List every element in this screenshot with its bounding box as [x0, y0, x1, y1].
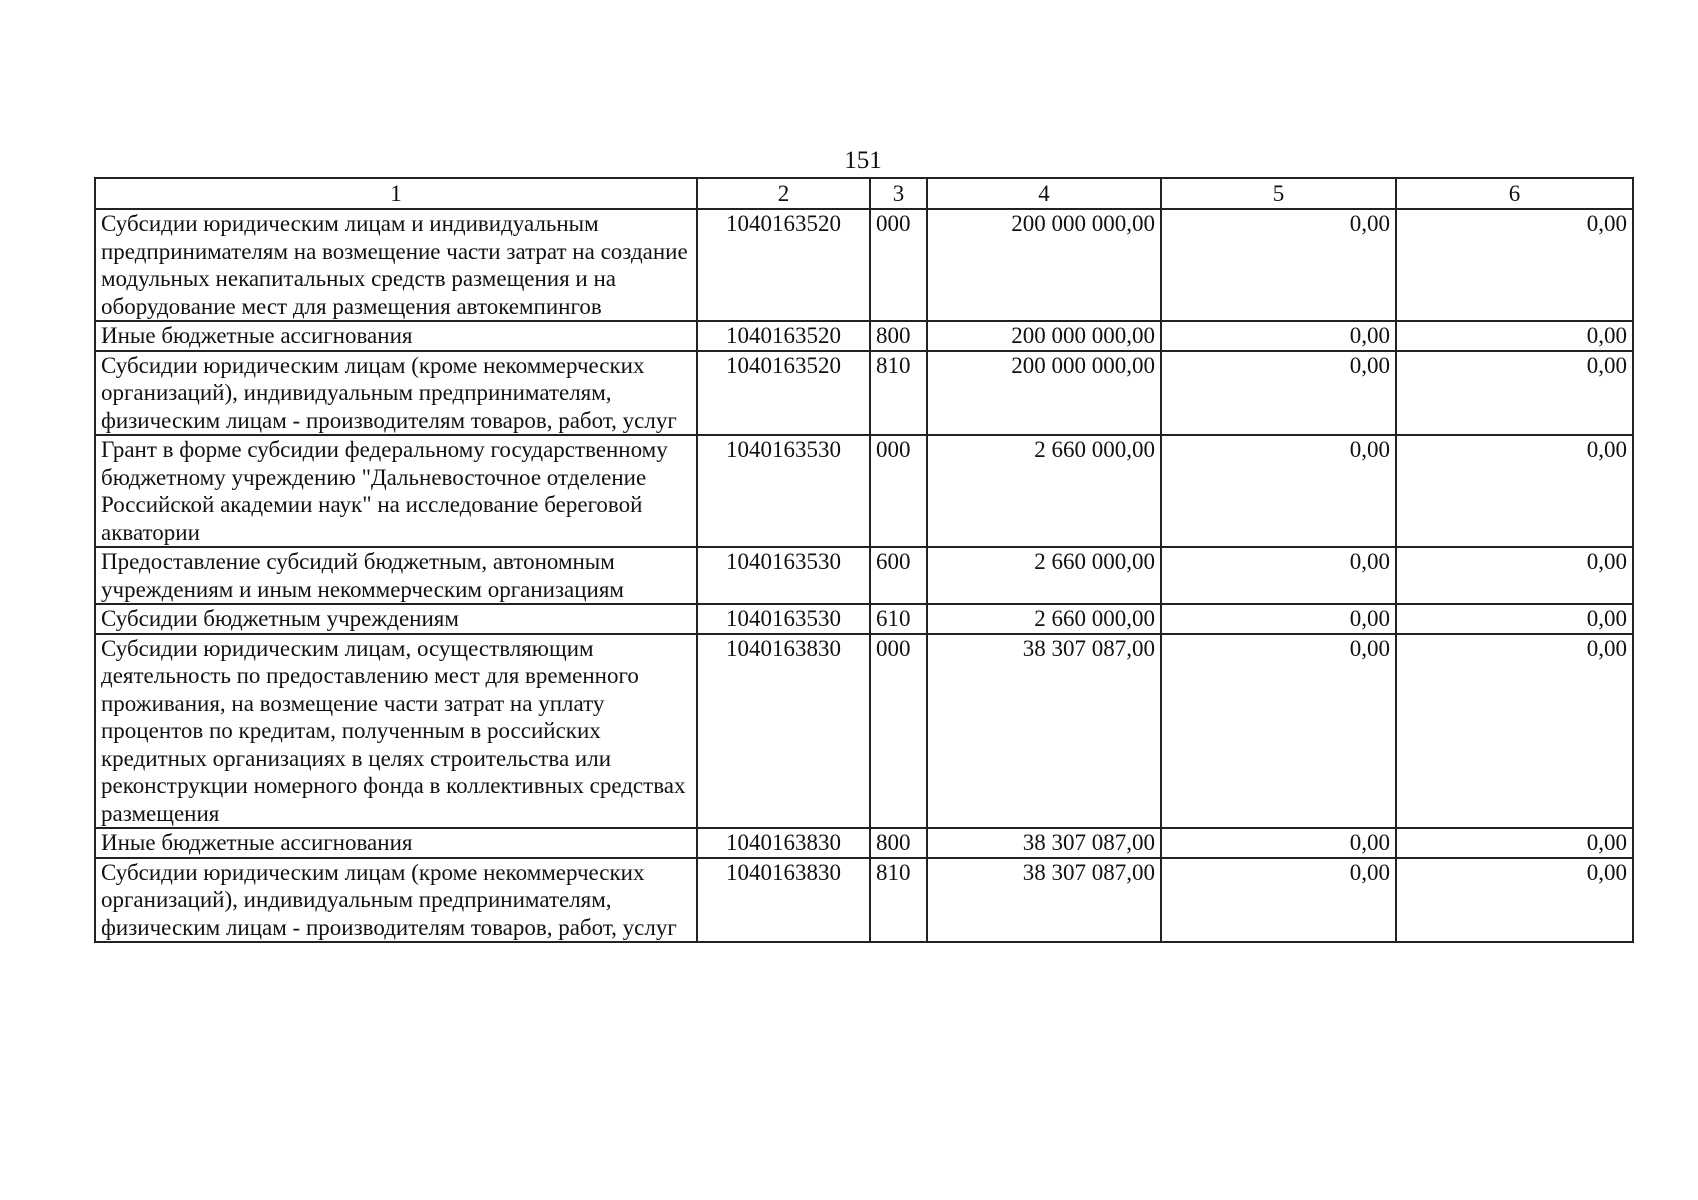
target-code: 1040163830	[697, 634, 870, 829]
table-row	[95, 351, 1633, 436]
amount-col-4: 38 307 087,00	[927, 858, 1161, 943]
item-name: Иные бюджетные ассигнования	[95, 828, 697, 858]
header-col-4: 4	[927, 178, 1161, 209]
header-col-3: 3	[870, 178, 927, 209]
target-code: 1040163520	[697, 321, 870, 351]
budget-table	[94, 177, 1634, 943]
amount-col-5: 0,00	[1161, 547, 1396, 604]
item-name: Грант в форме субсидии федеральному государственному бюджетному учреждению "Дальневосточное отделение Российской академии наук" на исследование береговой акватории	[95, 435, 697, 547]
amount-col-4: 38 307 087,00	[927, 828, 1161, 858]
target-code: 1040163530	[697, 435, 870, 547]
amount-col-5: 0,00	[1161, 604, 1396, 634]
target-code: 1040163520	[697, 351, 870, 436]
amount-col-5: 0,00	[1161, 209, 1396, 321]
item-name: Субсидии юридическим лицам (кроме некоммерческих организаций), индивидуальным предпринимателям, физическим лицам - производителям товаров, работ, услуг	[95, 351, 697, 436]
header-row	[95, 178, 1633, 209]
header-col-6: 6	[1396, 178, 1633, 209]
target-code: 1040163520	[697, 209, 870, 321]
amount-col-5: 0,00	[1161, 351, 1396, 436]
expense-kind: 000	[870, 634, 927, 829]
table-row	[95, 547, 1633, 604]
expense-kind: 800	[870, 321, 927, 351]
page-number: 151	[844, 147, 882, 174]
expense-kind: 000	[870, 435, 927, 547]
table-row	[95, 604, 1633, 634]
target-code: 1040163830	[697, 828, 870, 858]
header-col-5: 5	[1161, 178, 1396, 209]
table-row	[95, 858, 1633, 943]
amount-col-6: 0,00	[1396, 858, 1633, 943]
amount-col-6: 0,00	[1396, 351, 1633, 436]
amount-col-6: 0,00	[1396, 604, 1633, 634]
amount-col-6: 0,00	[1396, 435, 1633, 547]
amount-col-6: 0,00	[1396, 634, 1633, 829]
amount-col-4: 200 000 000,00	[927, 351, 1161, 436]
amount-col-4: 2 660 000,00	[927, 435, 1161, 547]
expense-kind: 810	[870, 858, 927, 943]
expense-kind: 000	[870, 209, 927, 321]
target-code: 1040163530	[697, 604, 870, 634]
item-name: Иные бюджетные ассигнования	[95, 321, 697, 351]
target-code: 1040163530	[697, 547, 870, 604]
target-code: 1040163830	[697, 858, 870, 943]
expense-kind: 610	[870, 604, 927, 634]
expense-kind: 600	[870, 547, 927, 604]
amount-col-5: 0,00	[1161, 435, 1396, 547]
expense-kind: 800	[870, 828, 927, 858]
amount-col-6: 0,00	[1396, 547, 1633, 604]
amount-col-5: 0,00	[1161, 858, 1396, 943]
amount-col-5: 0,00	[1161, 828, 1396, 858]
item-name: Субсидии юридическим лицам и индивидуальным предпринимателям на возмещение части затрат на создание модульных некапитальных средств размещения и на оборудование мест для размещения автокемпингов	[95, 209, 697, 321]
table-row	[95, 634, 1633, 829]
header-col-1: 1	[95, 178, 697, 209]
amount-col-4: 38 307 087,00	[927, 634, 1161, 829]
amount-col-6: 0,00	[1396, 828, 1633, 858]
item-name: Субсидии юридическим лицам (кроме некоммерческих организаций), индивидуальным предпринимателям, физическим лицам - производителям товаров, работ, услуг	[95, 858, 697, 943]
amount-col-4: 200 000 000,00	[927, 209, 1161, 321]
amount-col-6: 0,00	[1396, 321, 1633, 351]
amount-col-4: 200 000 000,00	[927, 321, 1161, 351]
table-row	[95, 209, 1633, 321]
header-col-2: 2	[697, 178, 870, 209]
amount-col-6: 0,00	[1396, 209, 1633, 321]
amount-col-4: 2 660 000,00	[927, 547, 1161, 604]
table-row	[95, 321, 1633, 351]
amount-col-4: 2 660 000,00	[927, 604, 1161, 634]
item-name: Субсидии бюджетным учреждениям	[95, 604, 697, 634]
expense-kind: 810	[870, 351, 927, 436]
item-name: Предоставление субсидий бюджетным, автономным учреждениям и иным некоммерческим организациям	[95, 547, 697, 604]
table-row	[95, 435, 1633, 547]
amount-col-5: 0,00	[1161, 634, 1396, 829]
amount-col-5: 0,00	[1161, 321, 1396, 351]
item-name: Субсидии юридическим лицам, осуществляющим деятельность по предоставлению мест для временного проживания, на возмещение части затрат на уплату процентов по кредитам, полученным в российских кредитных организациях в целях строительства или реконструкции номерного фонда в коллективных средствах размещения	[95, 634, 697, 829]
table-row	[95, 828, 1633, 858]
